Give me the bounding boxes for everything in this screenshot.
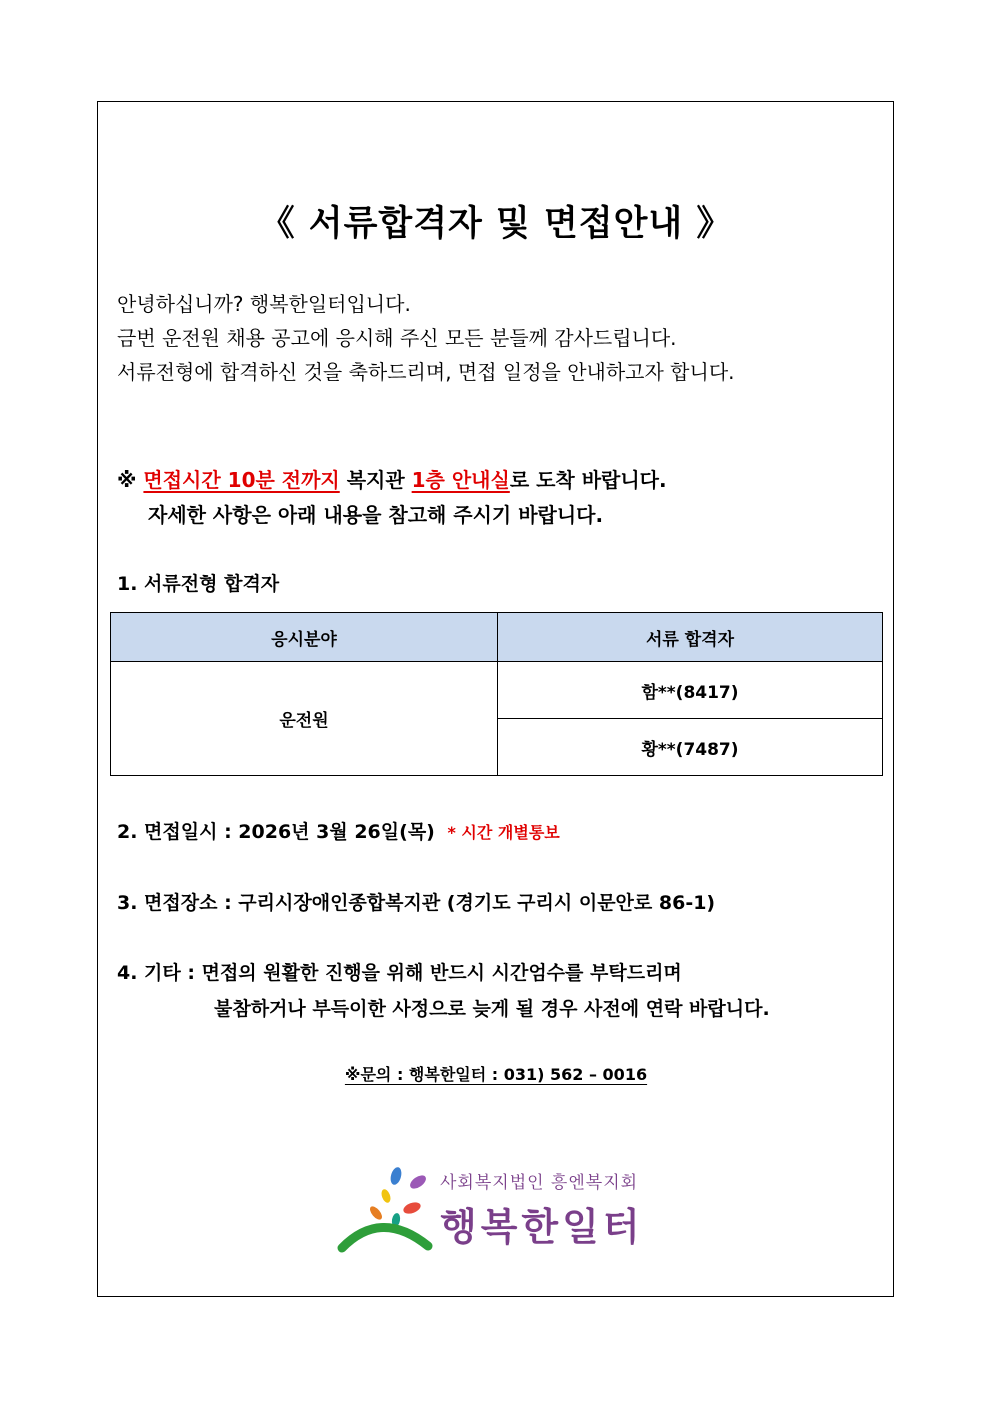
- section2-note: * 시간 개별통보: [447, 823, 560, 842]
- contact-info: [0, 1062, 992, 1085]
- section4-line-1: 4. 기타 : 면접의 원활한 진행을 위해 반드시 시간엄수를 부탁드리며: [117, 962, 682, 984]
- table-row: [111, 662, 883, 719]
- section2-line: [117, 817, 560, 844]
- cell-field: 운전원: [111, 662, 498, 776]
- passers-table: [110, 612, 883, 776]
- cell-passer-2: 황**(7487): [498, 719, 883, 776]
- notice-location: 1층 안내실: [411, 468, 510, 492]
- intro-line-1: 안녕하십니까? 행복한일터입니다.: [117, 292, 411, 316]
- notice-line-2: 자세한 사항은 아래 내용을 참고해 주시기 바랍니다.: [148, 503, 604, 527]
- notice-text-4: 로 도착 바랍니다.: [509, 468, 667, 492]
- notice-line-1: [117, 464, 667, 493]
- notice-interview-time: 면접시간 10분 전까지: [143, 468, 340, 492]
- cell-passer-1: 함**(8417): [498, 662, 883, 719]
- intro-line-3: 서류전형에 합격하신 것을 축하드리며, 면접 일정을 안내하고자 합니다.: [117, 360, 735, 384]
- notice-text-2: 복지관: [339, 468, 412, 492]
- col-header-passers: 서류 합격자: [498, 613, 883, 662]
- organization-logo: [336, 1158, 666, 1258]
- logo-emblem-icon: [336, 1158, 436, 1258]
- logo-name: 행복한일터: [440, 1205, 644, 1249]
- table-header-row: [111, 613, 883, 662]
- section1-heading: 1. 서류전형 합격자: [117, 573, 280, 595]
- intro-line-2: 금번 운전원 채용 공고에 응시해 주신 모든 분들께 감사드립니다.: [117, 326, 677, 350]
- section2-text: 2. 면접일시 : 2026년 3월 26일(목): [117, 821, 435, 843]
- contact-text: ※문의 : 행복한일터 : 031) 562 – 0016: [344, 1065, 648, 1084]
- document-title: 《 서류합격자 및 면접안내 》: [259, 204, 733, 244]
- section4-line-2: 불참하거나 부득이한 사정으로 늦게 될 경우 사전에 연락 바랍니다.: [214, 998, 770, 1020]
- section3-text: 3. 면접장소 : 구리시장애인종합복지관 (경기도 구리시 이문안로 86-1): [117, 892, 716, 914]
- notice-mark: ※: [117, 468, 137, 492]
- logo-subtitle: 사회복지법인 흥엔복지회: [440, 1173, 639, 1193]
- col-header-field: 응시분야: [111, 613, 498, 662]
